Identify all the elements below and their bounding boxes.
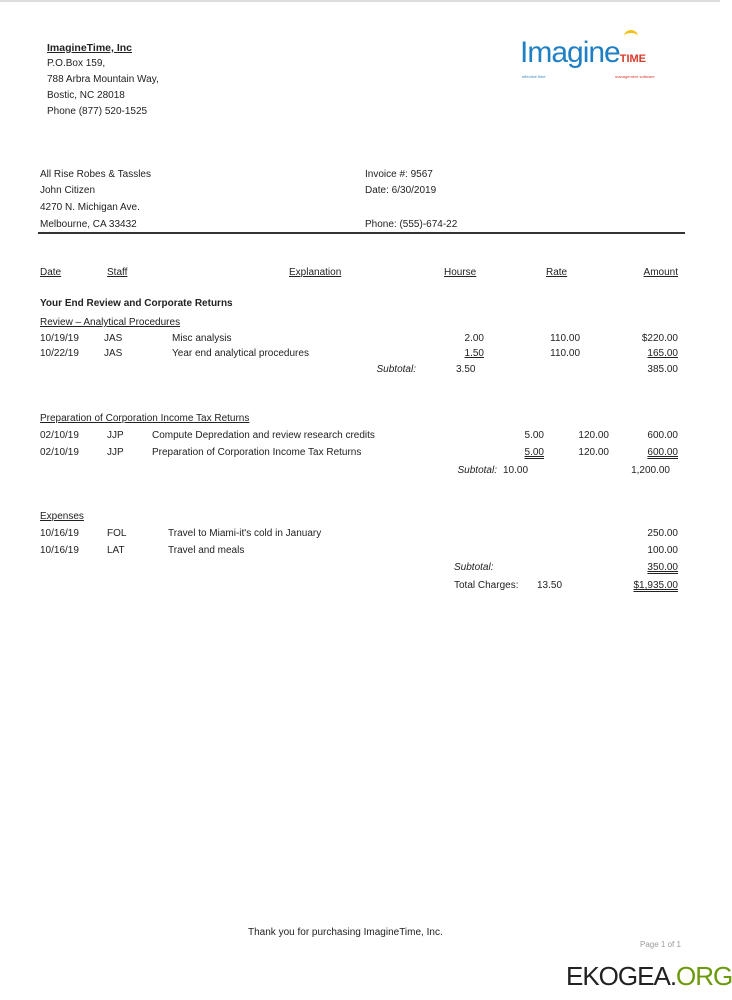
- group-title: Preparation of Corporation Income Tax Returns: [40, 413, 250, 424]
- company-address-line: P.O.Box 159,: [47, 58, 106, 69]
- total-amount: $1,935.00: [633, 580, 678, 591]
- subtotal-amount: 385.00: [647, 364, 678, 375]
- section-title: Your End Review and Corporate Returns: [40, 298, 233, 309]
- row-hours: 5.00: [524, 430, 544, 441]
- group-title: Review – Analytical Procedures: [40, 317, 181, 328]
- row-staff: JAS: [104, 333, 123, 344]
- company-name: ImagineTime, Inc: [47, 42, 132, 54]
- row-explanation: Travel to Miami-it's cold in January: [168, 528, 322, 539]
- client-contact: John Citizen: [40, 185, 96, 196]
- company-logo: [520, 36, 655, 79]
- row-date: 10/16/19: [40, 545, 79, 556]
- invoice-phone: Phone: (555)-674-22: [365, 219, 458, 230]
- row-staff: JJP: [107, 430, 124, 441]
- footer-thanks: Thank you for purchasing ImagineTime, Inc.: [248, 927, 443, 938]
- row-staff: JJP: [107, 447, 124, 458]
- watermark-accent: ORG: [676, 961, 732, 991]
- column-header-rate: Rate: [546, 267, 568, 278]
- row-rate: 120.00: [578, 430, 609, 441]
- row-staff: LAT: [107, 545, 125, 556]
- group-title: Expenses: [40, 511, 84, 522]
- header-divider: [38, 232, 685, 234]
- row-rate: 120.00: [578, 447, 609, 458]
- total-hours: 13.50: [537, 580, 563, 591]
- row-date: 10/19/19: [40, 333, 79, 344]
- row-amount: 600.00: [647, 430, 678, 441]
- subtotal-amount: 350.00: [647, 562, 678, 573]
- row-staff: FOL: [107, 528, 127, 539]
- total-label: Total Charges:: [454, 580, 519, 591]
- row-rate: 110.00: [550, 333, 580, 344]
- row-date: 02/10/19: [40, 430, 79, 441]
- row-amount: 165.00: [647, 348, 678, 359]
- row-amount: $220.00: [641, 333, 678, 344]
- logo-main-text: Imagine: [520, 36, 620, 69]
- row-amount: 100.00: [647, 545, 678, 556]
- row-date: 10/22/19: [40, 348, 79, 359]
- subtotal-hours: 3.50: [456, 364, 476, 375]
- column-header-staff: Staff: [107, 267, 128, 278]
- company-address-line: Bostic, NC 28018: [47, 90, 125, 101]
- row-hours: 5.00: [524, 447, 544, 458]
- row-explanation: Year end analytical procedures: [172, 348, 309, 359]
- row-explanation: Travel and meals: [168, 545, 245, 556]
- invoice-date: Date: 6/30/2019: [365, 185, 437, 196]
- row-hours: 1.50: [464, 348, 484, 359]
- column-header-date: Date: [40, 267, 62, 278]
- logo-tagline: management software: [615, 74, 655, 79]
- row-hours: 2.00: [464, 333, 484, 344]
- row-explanation: Compute Depredation and review research credits: [152, 430, 375, 441]
- row-amount: 600.00: [647, 447, 678, 458]
- row-date: 02/10/19: [40, 447, 79, 458]
- company-address-line: 788 Arbra Mountain Way,: [47, 74, 159, 85]
- column-header-amount: Amount: [643, 267, 678, 278]
- logo-tagline: effective time: [522, 74, 546, 79]
- row-staff: JAS: [104, 348, 123, 359]
- client-city: Melbourne, CA 33432: [40, 219, 137, 230]
- row-explanation: Misc analysis: [172, 333, 232, 344]
- client-address: 4270 N. Michigan Ave.: [40, 202, 140, 213]
- company-phone: Phone (877) 520-1525: [47, 106, 148, 117]
- watermark-main: EKOGEA.: [566, 961, 677, 991]
- column-header-explanation: Explanation: [289, 267, 342, 278]
- subtotal-hours: 10.00: [503, 465, 529, 476]
- watermark: [566, 962, 732, 990]
- client-name: All Rise Robes & Tassles: [40, 169, 151, 180]
- subtotal-label: Subtotal:: [376, 364, 416, 375]
- logo-accent-text: TIME: [619, 53, 647, 65]
- column-header-hours: Hourse: [444, 267, 477, 278]
- invoice-number: Invoice #: 9567: [365, 169, 433, 180]
- subtotal-label: Subtotal:: [457, 465, 497, 476]
- subtotal-amount: 1,200.00: [631, 465, 670, 476]
- logo-swoosh-icon: [624, 30, 638, 43]
- subtotal-label: Subtotal:: [454, 562, 494, 573]
- row-rate: 110.00: [550, 348, 580, 359]
- row-date: 10/16/19: [40, 528, 79, 539]
- row-explanation: Preparation of Corporation Income Tax Returns: [152, 447, 362, 458]
- row-amount: 250.00: [647, 528, 678, 539]
- page-number: Page 1 of 1: [640, 940, 681, 949]
